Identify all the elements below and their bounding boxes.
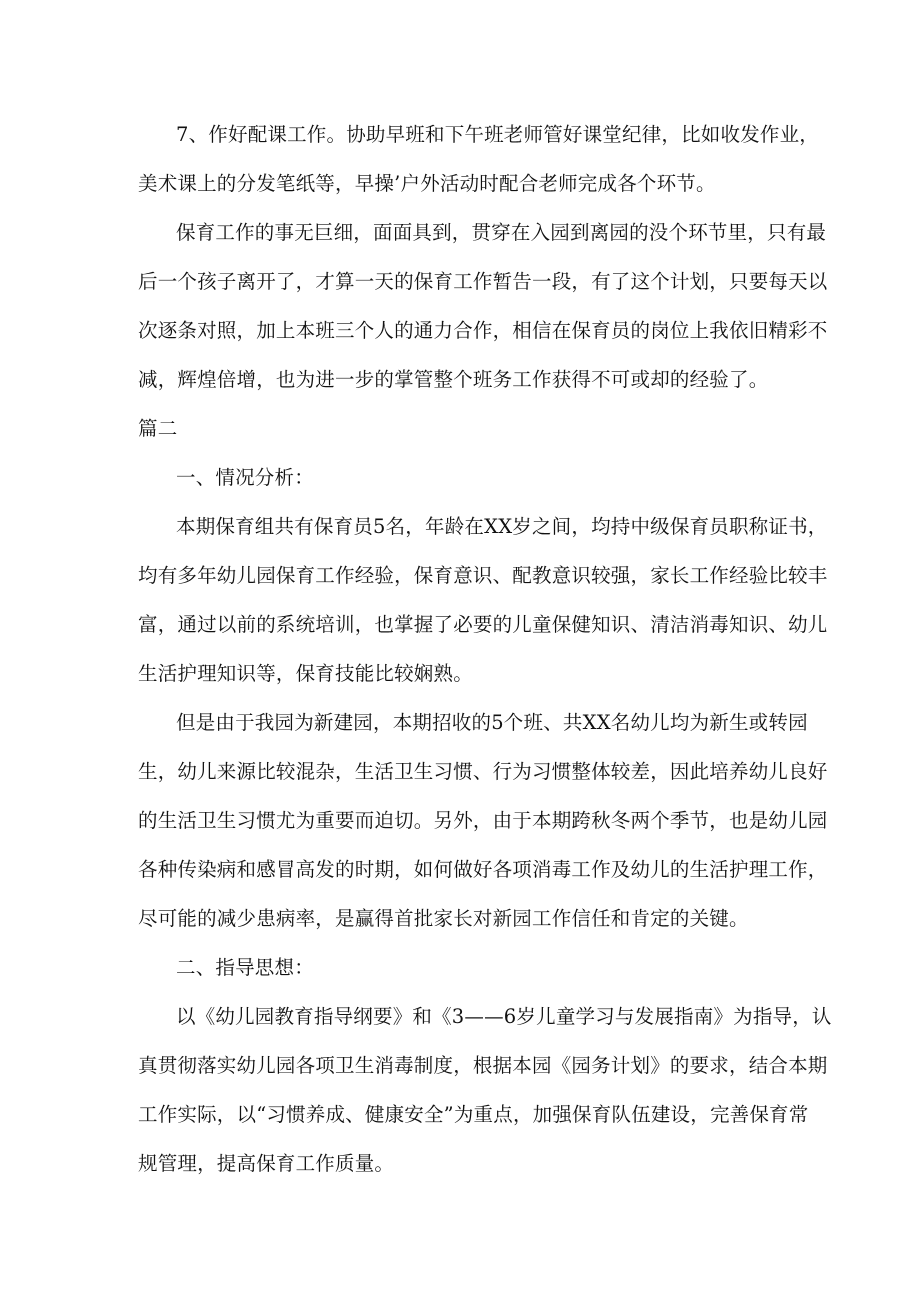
paragraph-line: 后一个孩子离开了，才算一天的保育工作暂告一段，有了这个计划，只要每天以 xyxy=(138,270,828,293)
paragraph-line: 的生活卫生习惯尤为重要而迫切。另外，由于本期跨秋冬两个季节，也是幼儿园 xyxy=(138,809,828,832)
paragraph-line: 但是由于我园为新建园，本期招收的5个班、共XX名幼儿均为新生或转园 xyxy=(176,711,808,734)
paragraph-line: 尽可能的减少患病率，是赢得首批家长对新园工作信任和肯定的关键。 xyxy=(138,907,749,930)
paragraph-line: 保育工作的事无巨细，面面具到，贯穿在入园到离园的没个环节里，只有最 xyxy=(176,221,827,244)
paragraph-line: 富，通过以前的系统培训，也掌握了必要的儿童保健知识、清洁消毒知识、幼儿 xyxy=(138,613,828,636)
paragraph-line: 7、作好配课工作。协助早班和下午班老师管好课堂纪律，比如收发作业， xyxy=(176,123,820,146)
paragraph-line: 均有多年幼儿园保育工作经验，保育意识、配教意识较强，家长工作经验比较丰 xyxy=(138,564,828,587)
paragraph-line: 次逐条对照，加上本班三个人的通力合作，相信在保育员的岗位上我依旧精彩不 xyxy=(138,319,828,342)
paragraph-line: 规管理，提高保育工作质量。 xyxy=(138,1152,395,1175)
paragraph-line: 美术课上的分发笔纸等，早操’户外活动时配合老师完成各个环节。 xyxy=(138,172,716,195)
paragraph-line: 生，幼儿来源比较混杂，生活卫生习惯、行为习惯整体较差，因此培养幼儿良好 xyxy=(138,760,828,783)
paragraph-line: 本期保育组共有保育员5名，年龄在XX岁之间，均持中级保育员职称证书， xyxy=(176,515,828,538)
paragraph-line: 减，辉煌倍增，也为进一步的掌管整个班务工作获得不可或却的经验了。 xyxy=(138,368,769,391)
paragraph-line: 以《幼儿园教育指导纲要》和《3——6岁儿童学习与发展指南》为指导，认 xyxy=(176,1005,832,1028)
section-heading: 篇二 xyxy=(138,417,178,440)
subsection-heading: 一、情况分析： xyxy=(176,466,314,489)
paragraph-line: 工作实际，以“习惯养成、健康安全”为重点，加强保育队伍建设，完善保育常 xyxy=(138,1103,809,1126)
subsection-heading: 二、指导思想： xyxy=(176,956,314,979)
paragraph-line: 生活护理知识等，保育技能比较娴熟。 xyxy=(138,662,473,685)
paragraph-line: 各种传染病和感冒高发的时期，如何做好各项消毒工作及幼儿的生活护理工作， xyxy=(138,858,828,881)
paragraph-line: 真贯彻落实幼儿园各项卫生消毒制度，根据本园《园务计划》的要求，结合本期 xyxy=(138,1054,828,1077)
